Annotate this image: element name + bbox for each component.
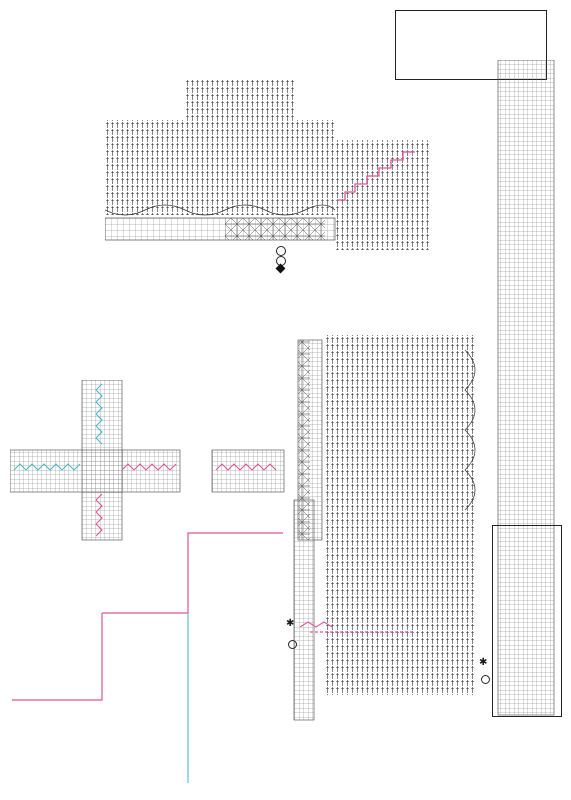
fragment-chart	[290, 330, 490, 730]
star-marker-icon: ✱	[286, 618, 295, 629]
assembly-scheme	[8, 528, 298, 788]
circle-cross-icon	[276, 246, 286, 256]
star-marker-icon: ✱	[479, 657, 488, 668]
right-frame-lower	[492, 525, 562, 717]
circle-marker-icon	[481, 675, 490, 684]
connecting-row-diagram	[10, 380, 300, 545]
upper-stitch-chart	[105, 80, 435, 270]
